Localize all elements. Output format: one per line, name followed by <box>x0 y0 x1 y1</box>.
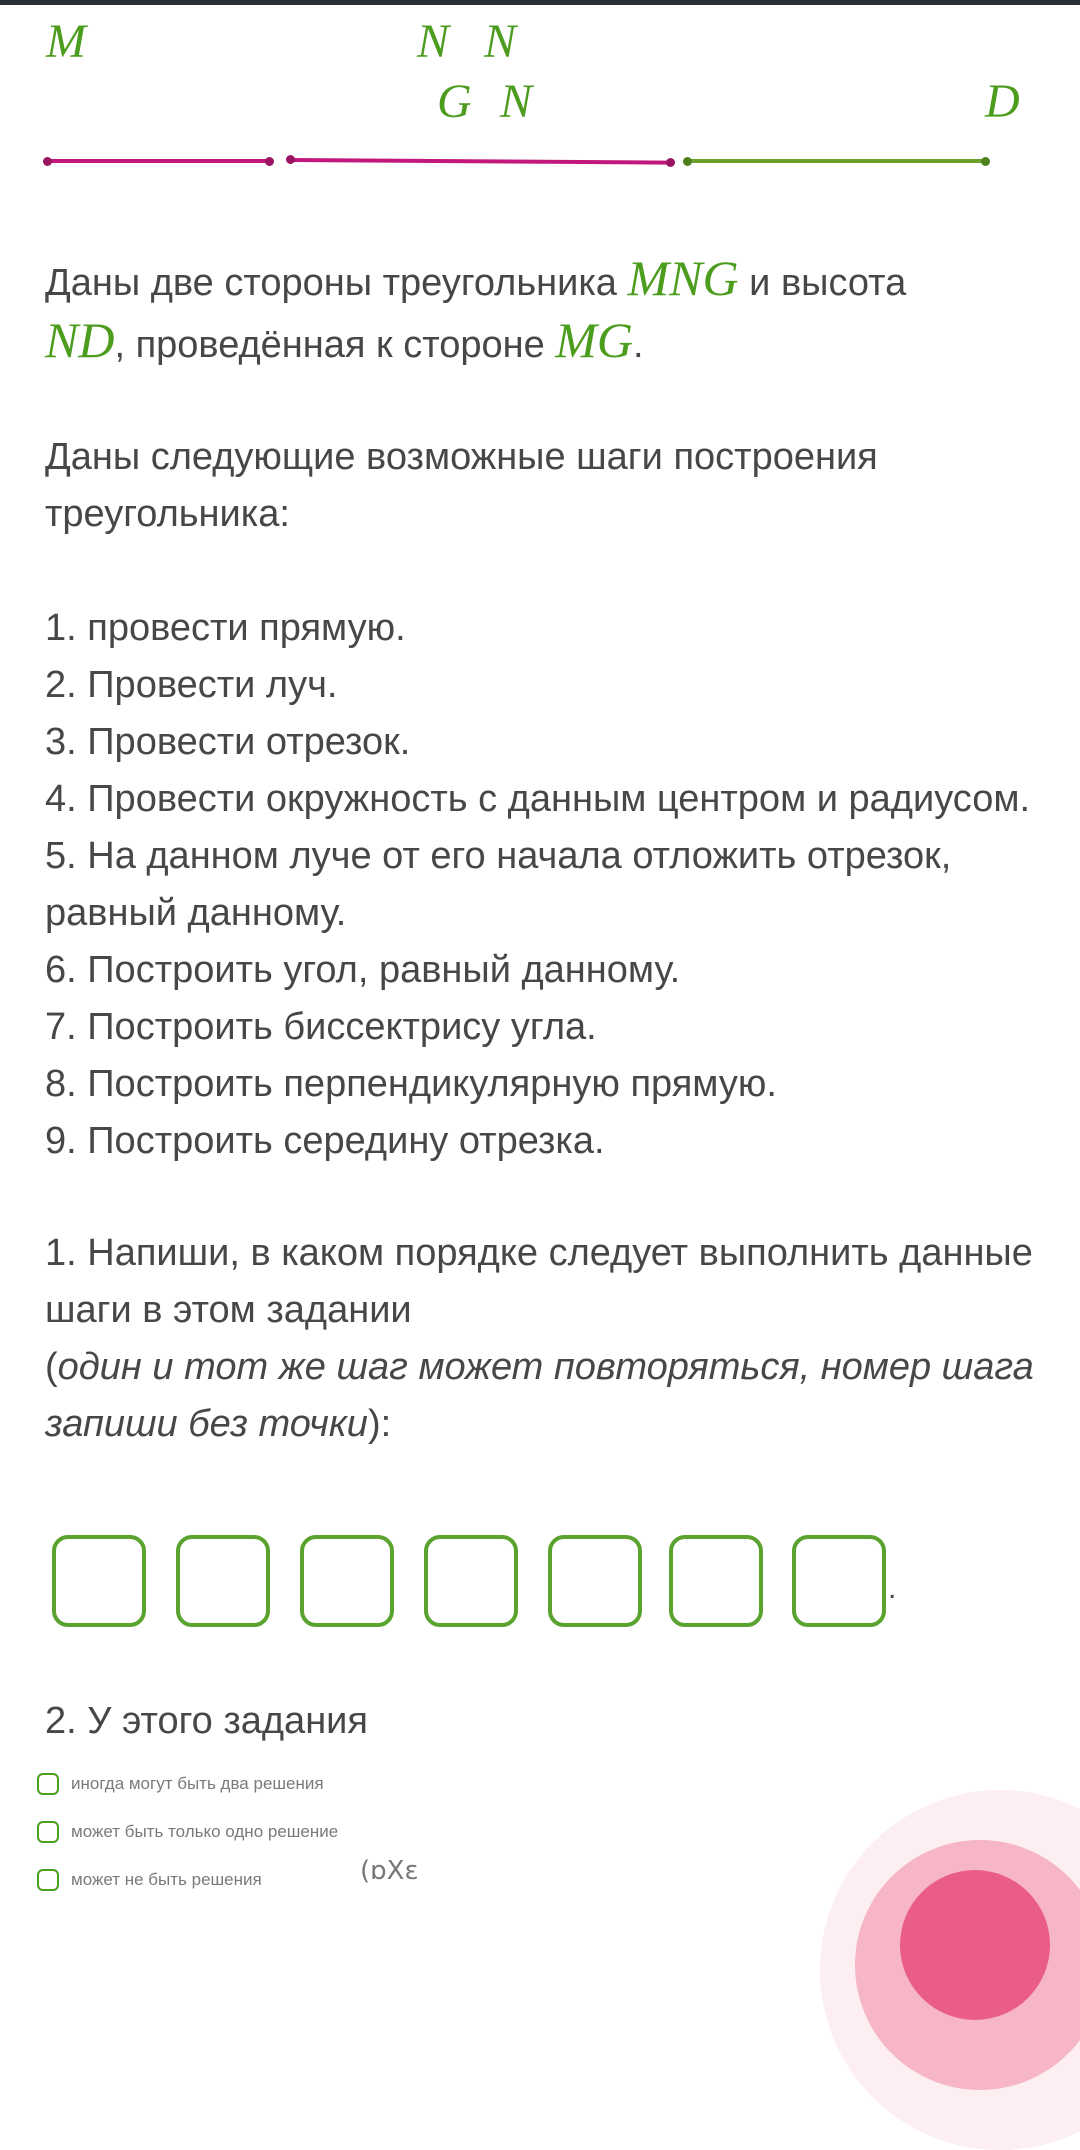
answer-box-1[interactable] <box>52 1535 146 1627</box>
floating-action-button[interactable] <box>900 1870 1050 2020</box>
label-n-3: N <box>500 75 533 128</box>
option-2[interactable] <box>37 1821 338 1843</box>
label-n-2: N <box>484 15 517 68</box>
option-1-label: иногда могут быть два решения <box>71 1774 324 1793</box>
option-1[interactable] <box>37 1773 324 1795</box>
triangle-name: MNG <box>627 250 739 306</box>
option-3[interactable] <box>37 1869 262 1891</box>
option-2-label: может быть только одно решение <box>71 1822 339 1841</box>
answer-box-2[interactable] <box>176 1535 270 1627</box>
construction-figure <box>0 0 1080 200</box>
label-d: D <box>985 75 1020 128</box>
statement-text-2: и высота <box>738 262 907 304</box>
point-n-3 <box>683 157 692 166</box>
step-item-6: 6. Построить угол, равный данному. <box>45 949 681 991</box>
question-1 <box>45 1225 1045 1453</box>
answer-box-4[interactable] <box>424 1535 518 1627</box>
height-name: ND <box>45 312 115 368</box>
question-1-note: один и тот же шаг может повторяться, номер шага запиши без точки <box>45 1346 1034 1445</box>
option-3-label: может не быть решения <box>71 1870 262 1889</box>
segment-gn <box>290 158 670 165</box>
note-open-paren: ( <box>45 1346 58 1388</box>
point-m <box>43 157 52 166</box>
point-n-2 <box>666 158 675 167</box>
label-g: G <box>437 75 472 128</box>
answer-box-7[interactable] <box>792 1535 886 1627</box>
statement-text-3: , проведённая к стороне <box>114 324 556 366</box>
side-name: MG <box>555 312 634 368</box>
step-item-9: 9. Построить середину отрезка. <box>45 1120 605 1162</box>
segment-mn <box>47 159 269 163</box>
point-g <box>286 155 295 164</box>
point-n-1 <box>265 157 274 166</box>
steps-list <box>45 600 1045 1170</box>
answer-boxes <box>52 1535 952 1623</box>
answer-box-6[interactable] <box>669 1535 763 1627</box>
step-item-3: 3. Провести отрезок. <box>45 721 411 763</box>
step-item-4: 4. Провести окружность с данным центром и радиусом. <box>45 778 1031 820</box>
answer-box-3[interactable] <box>300 1535 394 1627</box>
option-2-checkbox[interactable] <box>37 1821 59 1843</box>
step-item-2: 2. Провести луч. <box>45 664 338 706</box>
point-d <box>981 157 990 166</box>
statement-text-4: . <box>633 324 644 366</box>
option-1-checkbox[interactable] <box>37 1773 59 1795</box>
question-1-text: 1. Напиши, в каком порядке следует выполнить данные шаги в этом задании <box>45 1232 1033 1331</box>
step-item-5: 5. На данном луче от его начала отложить отрезок, равный данному. <box>45 835 952 934</box>
steps-heading: Даны следующие возможные шаги построения треугольника: <box>45 436 878 535</box>
answer-box-5[interactable] <box>548 1535 642 1627</box>
statement-text-1: Даны две стороны треугольника <box>45 262 628 304</box>
segment-nd <box>687 159 985 163</box>
note-close-paren: ): <box>367 1403 392 1445</box>
option-3-checkbox[interactable] <box>37 1869 59 1891</box>
question-2: 2. У этого задания <box>45 1700 368 1742</box>
step-item-1: 1. провести прямую. <box>45 607 406 649</box>
step-item-8: 8. Построить перпендикулярную прямую. <box>45 1063 777 1105</box>
label-m: M <box>46 15 86 68</box>
label-n-1: N <box>417 15 450 68</box>
step-item-7: 7. Построить биссектрису угла. <box>45 1006 597 1048</box>
answer-end-period: . <box>888 1572 897 1605</box>
problem-statement <box>45 250 1045 374</box>
handwritten-scribble: (ɒXɛ <box>360 1856 419 1886</box>
